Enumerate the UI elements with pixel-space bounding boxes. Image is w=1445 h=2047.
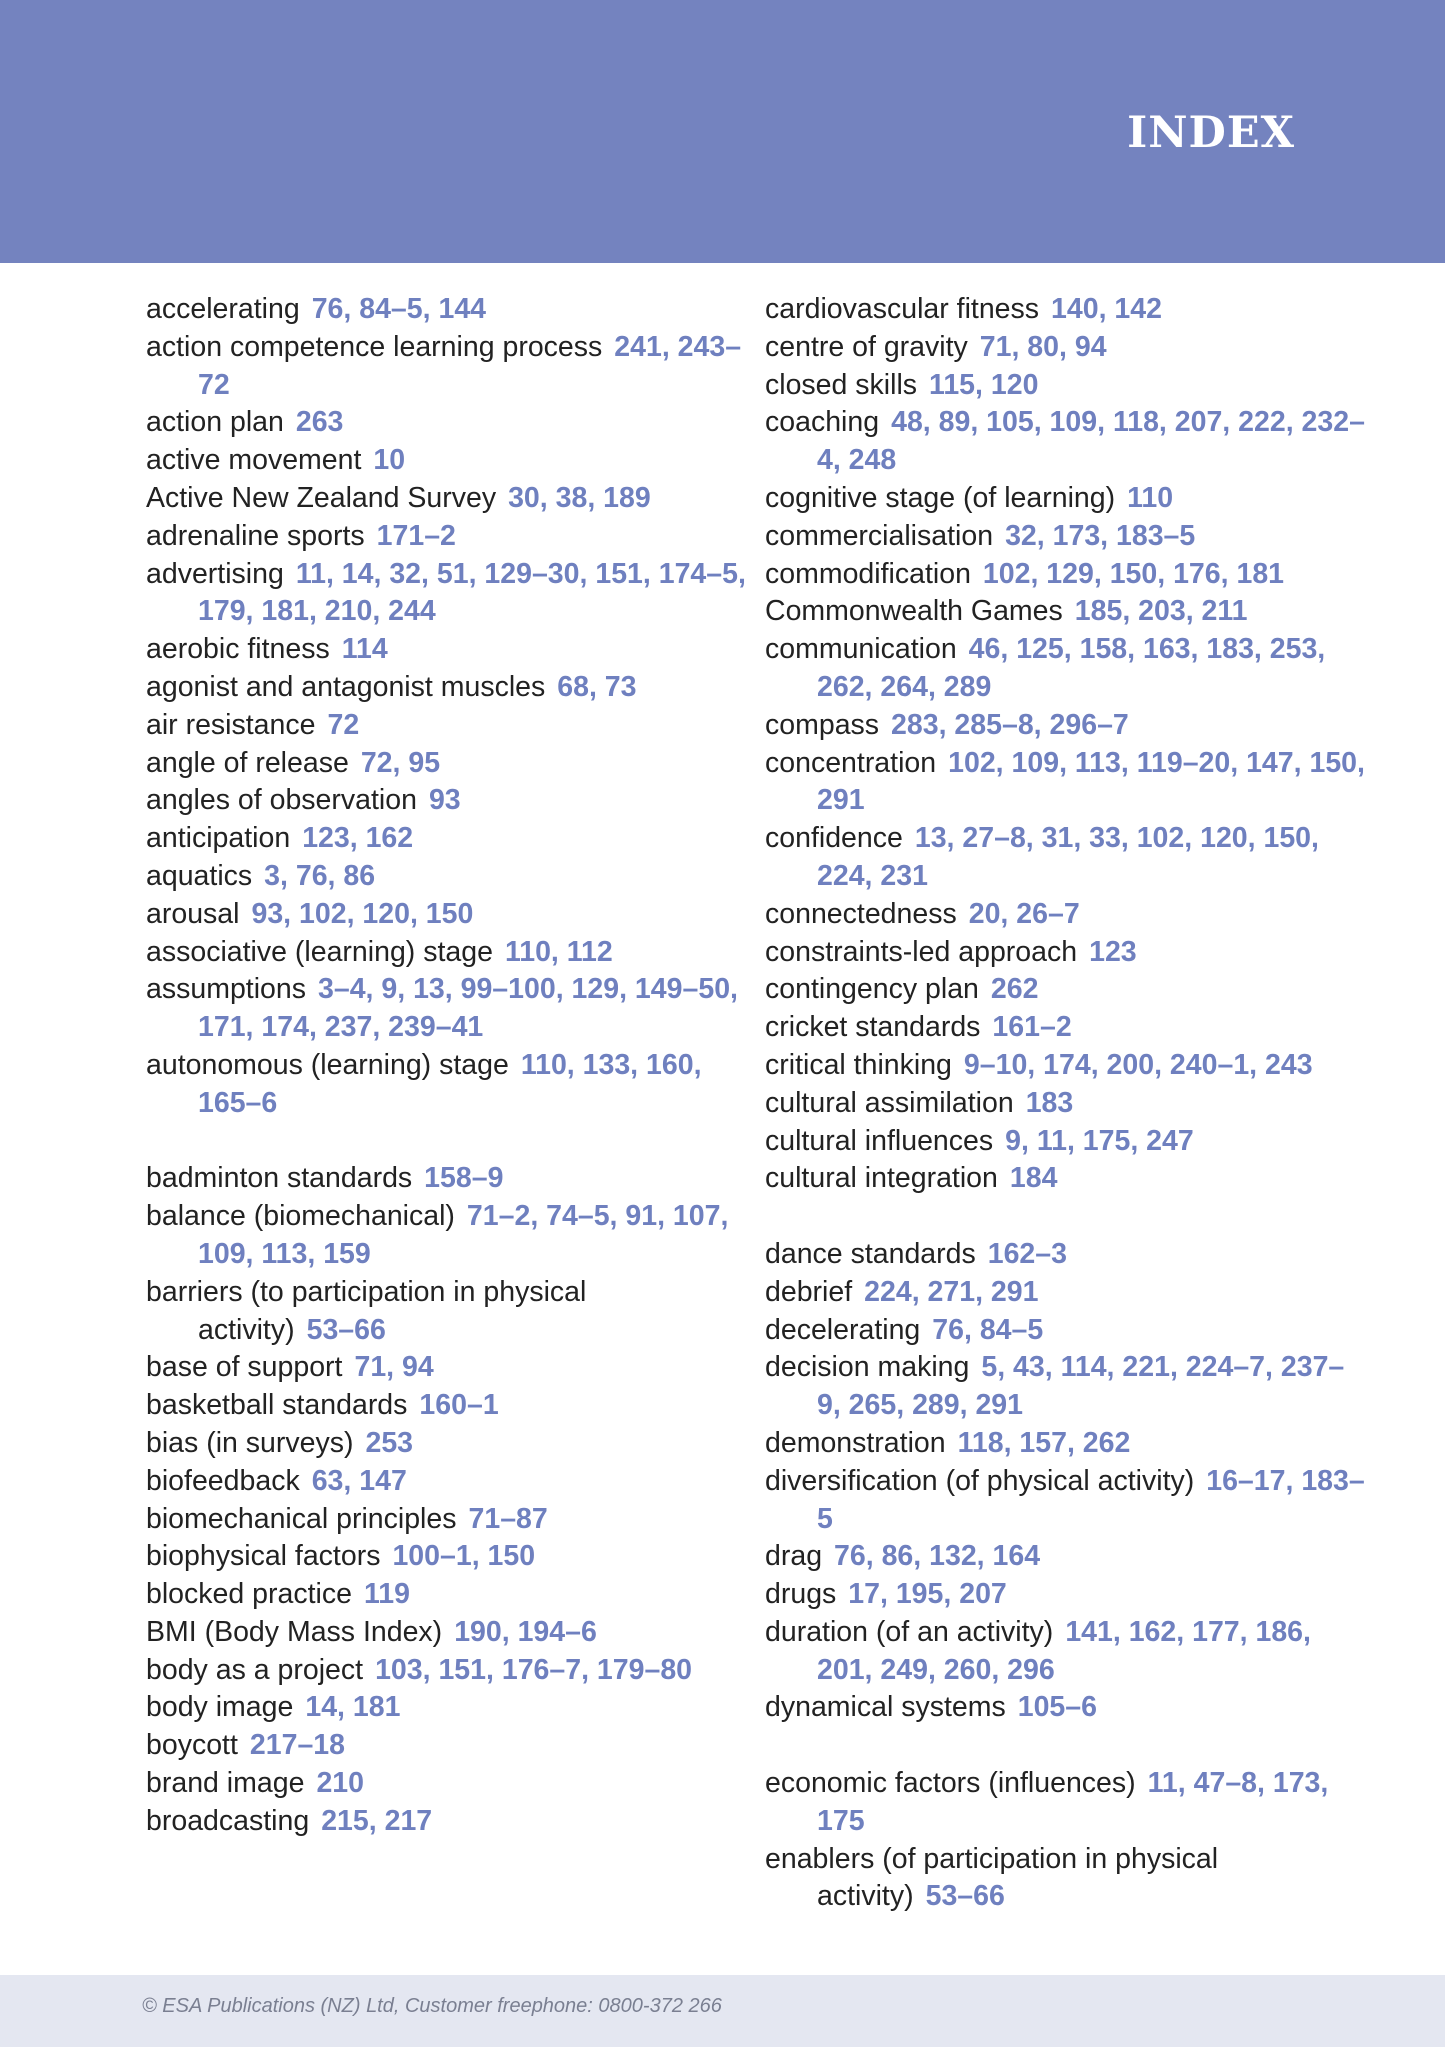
index-entry [146,291,746,329]
index-pages: 46, 125, 158, 163, 183, 253, 262, 264, 289 [817,633,1326,703]
index-pages: 253 [365,1426,414,1459]
index-term: adrenaline sports [146,519,365,552]
index-term: accelerating [146,293,300,325]
index-entry [146,1425,746,1463]
index-pages: 14, 181 [305,1691,401,1724]
index-entry [146,1576,746,1614]
index-term: action competence learning process [146,330,603,363]
index-term: cultural assimilation [765,1086,1014,1119]
index-term: cultural influences [765,1124,994,1157]
index-term: critical thinking [765,1048,952,1081]
index-entry [765,631,1365,707]
index-term: cultural integration [765,1162,998,1195]
index-pages: 110, 133, 160, 165–6 [198,1048,702,1119]
index-entry [146,820,746,858]
index-term: broadcasting [146,1804,310,1837]
index-pages: 17, 195, 207 [848,1578,1007,1611]
index-entry [765,896,1365,934]
index-term: arousal [146,897,240,930]
index-term: Active New Zealand Survey [146,481,497,514]
index-pages: 76, 86, 132, 164 [834,1540,1041,1573]
index-entry [146,442,746,480]
index-pages: 68, 73 [557,670,637,703]
index-term: BMI (Body Mass Index) [146,1615,443,1648]
index-pages: 72 [327,708,360,741]
index-entry [146,971,746,1047]
index-entry [146,480,746,518]
index-term: centre of gravity [765,330,968,363]
index-term: aquatics [146,859,253,892]
index-entry [146,631,746,669]
index-pages: 103, 151, 176–7, 179–80 [375,1653,693,1686]
index-entry [146,1198,746,1274]
index-pages: 102, 129, 150, 176, 181 [982,557,1285,590]
index-entry [146,1349,746,1387]
index-pages: 30, 38, 189 [508,481,651,514]
index-pages: 48, 89, 105, 109, 118, 207, 222, 232–4, 248 [817,406,1365,477]
index-pages: 263 [295,406,344,439]
index-term: cricket standards [765,1011,981,1044]
index-entry [146,707,746,745]
index-entry [765,404,1365,480]
index-term: brand image [146,1767,305,1800]
index-entry [765,1689,1365,1727]
index-entry [146,1463,746,1501]
index-term: demonstration [765,1426,946,1459]
index-pages: 9, 11, 175, 247 [1005,1124,1194,1157]
index-pages: 16–17, 183–5 [817,1464,1365,1535]
index-entry [146,669,746,707]
footer-bar [0,1975,1445,2047]
index-entry [146,404,746,442]
index-pages: 3–4, 9, 13, 99–100, 129, 149–50, 171, 174, 237, 239–41 [198,973,738,1044]
index-term: compass [765,708,880,741]
index-entry [146,556,746,632]
index-pages: 283, 285–8, 296–7 [891,708,1129,741]
index-pages: 241, 243–72 [198,330,742,401]
index-pages: 217–18 [249,1729,345,1762]
index-pages: 185, 203, 211 [1074,595,1248,628]
index-pages: 71, 80, 94 [979,330,1107,363]
index-term: angles of observation [146,784,417,817]
index-entry [146,1538,746,1576]
index-entry [765,1236,1365,1274]
index-entry [146,745,746,783]
index-pages: 11, 47–8, 173, 175 [817,1767,1329,1837]
index-entry [765,1425,1365,1463]
index-entry [765,1349,1365,1425]
index-pages: 160–1 [419,1389,499,1422]
index-term: closed skills [765,368,918,401]
index-term: air resistance [146,708,316,741]
index-entry [765,1274,1365,1312]
header-banner [0,0,1445,263]
index-pages: 140, 142 [1051,293,1162,325]
index-term: cognitive stage (of learning) [765,481,1116,514]
index-pages: 123 [1089,935,1137,968]
page-title: INDEX [1127,108,1295,158]
index-entry [146,1727,746,1765]
index-entry [765,329,1365,367]
index-entry [146,1047,746,1123]
index-entry [765,480,1365,518]
index-entry [146,329,746,405]
index-pages: 118, 157, 262 [957,1426,1131,1459]
index-pages: 3, 76, 86 [264,859,376,892]
index-term: cardiovascular fitness [765,293,1040,325]
index-term: enablers (of participation in physical activity) [765,1842,1219,1913]
index-pages: 262 [990,973,1039,1006]
index-entry [146,1765,746,1803]
index-term: constraints-led approach [765,935,1078,968]
index-column-right [765,291,1365,1916]
index-entry [765,291,1365,329]
index-pages: 76, 84–5 [932,1313,1044,1346]
index-pages: 119 [363,1578,410,1611]
index-entry [765,1047,1365,1085]
index-entry [765,1312,1365,1350]
index-pages: 110, 112 [504,935,613,968]
index-term: body as a project [146,1653,364,1686]
index-term: badminton standards [146,1162,413,1195]
index-pages: 224, 271, 291 [864,1275,1039,1308]
index-pages: 171–2 [376,519,456,552]
index-entry [765,1576,1365,1614]
index-pages: 158–9 [424,1162,504,1195]
index-pages: 71–87 [468,1502,548,1535]
index-entry [765,1614,1365,1690]
index-pages: 100–1, 150 [392,1540,536,1573]
index-pages: 72, 95 [360,746,441,779]
index-term: body image [146,1691,294,1724]
index-pages: 183 [1025,1086,1074,1119]
index-term: diversification (of physical activity) [765,1464,1195,1497]
index-term: balance (biomechanical) [146,1200,455,1233]
index-term: dynamical systems [765,1691,1006,1724]
index-pages: 123, 162 [302,822,414,855]
index-entry [765,593,1365,631]
index-pages: 93 [428,784,461,817]
index-entry [765,971,1365,1009]
index-entry [765,820,1365,896]
index-entry [146,896,746,934]
index-pages: 215, 217 [321,1804,433,1837]
index-term: drag [765,1540,823,1573]
index-entry [146,1501,746,1539]
index-term: dance standards [765,1237,976,1270]
index-pages: 93, 102, 120, 150 [251,897,474,930]
index-pages: 5, 43, 114, 221, 224–7, 237–9, 265, 289, 291 [817,1351,1345,1422]
index-entry [146,858,746,896]
index-pages: 102, 109, 113, 119–20, 147, 150, 291 [817,746,1365,817]
index-term: boycott [146,1729,238,1762]
index-term: drugs [765,1578,837,1611]
index-entry [765,1085,1365,1123]
index-entry [765,518,1365,556]
index-entry [765,1009,1365,1047]
index-entry [146,782,746,820]
index-term: blocked practice [146,1578,352,1611]
index-term: base of support [146,1351,343,1384]
index-term: biophysical factors [146,1540,381,1573]
index-term: bias (in surveys) [146,1426,354,1459]
index-pages: 13, 27–8, 31, 33, 102, 120, 150, 224, 231 [817,822,1319,892]
index-pages: 9–10, 174, 200, 240–1, 243 [963,1048,1313,1081]
index-term: active movement [146,444,362,477]
index-term: basketball standards [146,1389,408,1422]
index-entry [146,518,746,556]
index-entry [146,1689,746,1727]
index-term: Commonwealth Games [765,595,1063,628]
index-term: decelerating [765,1313,921,1346]
index-term: contingency plan [765,973,979,1006]
index-pages: 11, 14, 32, 51, 129–30, 151, 174–5, 179, 181, 210, 244 [198,557,746,628]
index-term: debrief [765,1275,853,1308]
index-entry [765,1765,1365,1841]
index-entry [765,1160,1365,1198]
index-term: economic factors (influences) [765,1767,1136,1800]
index-entry [146,1274,746,1350]
index-entry [146,1387,746,1425]
index-entry [765,367,1365,405]
index-entry [765,1538,1365,1576]
index-entry [146,1652,746,1690]
index-term: associative (learning) stage [146,935,493,968]
index-term: decision making [765,1351,970,1384]
index-term: angle of release [146,746,349,779]
index-pages: 162–3 [987,1237,1067,1270]
index-pages: 20, 26–7 [968,897,1080,930]
index-term: concentration [765,746,937,779]
index-term: commodification [765,557,971,590]
index-pages: 105–6 [1017,1691,1097,1724]
index-term: duration (of an activity) [765,1615,1054,1648]
index-term: connectedness [765,897,957,930]
index-term: advertising [146,557,284,590]
index-entry [765,934,1365,972]
index-entry [146,934,746,972]
index-pages: 10 [373,444,406,477]
index-pages: 114 [341,633,388,666]
index-pages: 184 [1009,1162,1058,1195]
index-term: coaching [765,406,880,439]
index-entry [146,1614,746,1652]
index-term: anticipation [146,822,291,855]
index-pages: 71, 94 [354,1351,434,1384]
index-column-left [146,291,746,1841]
copyright-notice: © ESA Publications (NZ) Ltd, Customer freephone: 0800-372 266 [142,1995,722,2017]
index-pages: 53–66 [925,1880,1005,1913]
index-pages: 53–66 [306,1313,386,1346]
index-pages: 141, 162, 177, 186, 201, 249, 260, 296 [817,1615,1311,1686]
index-entry [765,1123,1365,1161]
index-term: commercialisation [765,519,994,552]
index-pages: 190, 194–6 [454,1615,597,1648]
index-term: communication [765,633,957,666]
index-pages: 110 [1127,481,1174,514]
index-term: assumptions [146,973,306,1006]
index-pages: 161–2 [992,1011,1072,1044]
index-term: action plan [146,406,284,439]
index-entry [765,707,1365,745]
index-term: aerobic fitness [146,633,330,666]
index-entry [765,1841,1365,1917]
index-term: autonomous (learning) stage [146,1048,509,1081]
index-entry [765,1463,1365,1539]
index-term: confidence [765,822,903,855]
index-term: agonist and antagonist muscles [146,670,546,703]
index-term: biomechanical principles [146,1502,457,1535]
index-entry [146,1803,746,1841]
index-pages: 210 [316,1767,364,1800]
index-term: barriers (to participation in physical activity) [146,1275,587,1346]
index-entry [146,1160,746,1198]
index-term: biofeedback [146,1464,300,1497]
index-pages: 76, 84–5, 144 [311,293,487,325]
index-entry [765,556,1365,594]
index-entry [765,745,1365,821]
index-pages: 115, 120 [929,368,1039,401]
index-pages: 63, 147 [311,1464,407,1497]
index-pages: 71–2, 74–5, 91, 107, 109, 113, 159 [198,1200,729,1270]
index-pages: 32, 173, 183–5 [1005,519,1196,552]
